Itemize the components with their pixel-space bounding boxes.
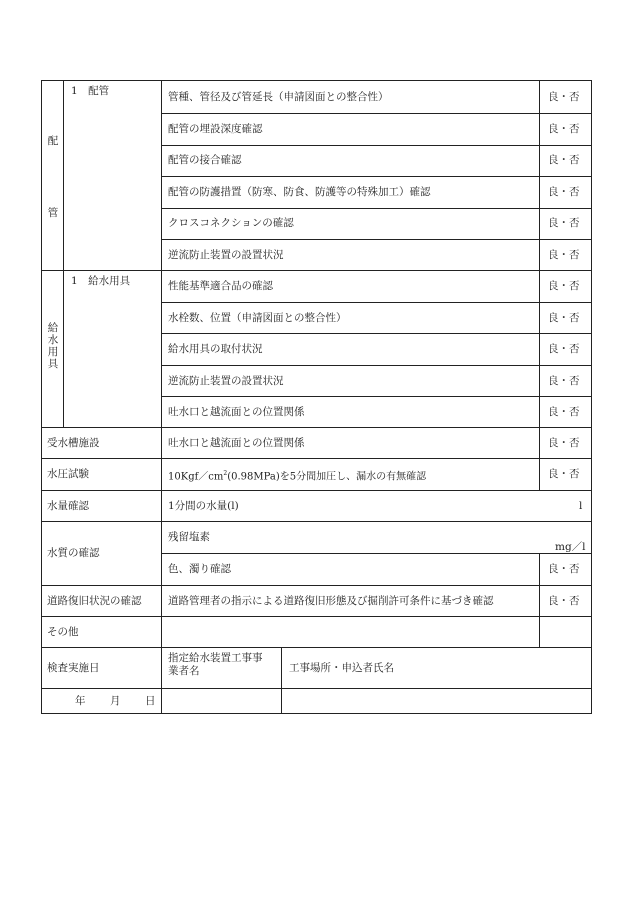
pressure-result: 良・否	[548, 468, 580, 480]
fixtures-item-text: 性能基準適合品の確認	[168, 280, 273, 292]
pipe-item-text: 配管の防護措置（防寒、防食、防護等の特殊加工）確認	[168, 186, 431, 198]
date-year: 年	[75, 695, 86, 707]
pipe-item-result: 良・否	[548, 91, 580, 103]
inspection-date-label: 検査実施日	[47, 662, 100, 674]
fixtures-item-result: 良・否	[548, 375, 580, 387]
fixtures-item-text: 吐水口と越流面との位置関係	[168, 406, 305, 418]
pipe-section-label-bottom: 管	[47, 207, 59, 219]
fixtures-item-result: 良・否	[548, 312, 580, 324]
fixtures-label-char: 水	[47, 334, 59, 346]
pipe-item-result: 良・否	[548, 217, 580, 229]
fixtures-sub-label: 1 給水用具	[71, 275, 131, 287]
pipe-item-result: 良・否	[548, 186, 580, 198]
date-day: 日	[145, 695, 156, 707]
pressure-text: $10Kgf/cm^2(0.98MPa)$を5分間加圧し、漏水の有無確認	[168, 470, 427, 483]
volume-label: 水量確認	[47, 500, 89, 512]
pipe-sub-label: 1 配管	[71, 85, 110, 97]
tank-text: 吐水口と越流面との位置関係	[168, 437, 305, 449]
fixtures-item-result: 良・否	[548, 343, 580, 355]
fixtures-item-text: 水栓数、位置（申請図面との整合性）	[168, 312, 347, 324]
tank-result: 良・否	[548, 437, 580, 449]
pipe-item-text: 配管の埋設深度確認	[168, 123, 263, 135]
fixtures-label-char: 用	[47, 346, 59, 358]
date-month: 月	[110, 695, 121, 707]
pipe-item-text: 管種、管径及び管延長（申請図面との整合性）	[168, 91, 389, 103]
inspection-form	[41, 80, 592, 714]
fixtures-item-result: 良・否	[548, 406, 580, 418]
fixtures-item-text: 逆流防止装置の設置状況	[168, 375, 284, 387]
site-applicant-label: 工事場所・申込者氏名	[289, 662, 394, 674]
volume-unit: l	[579, 500, 583, 512]
road-label: 道路復旧状況の確認	[47, 595, 142, 607]
quality-label: 水質の確認	[47, 547, 100, 559]
fixtures-label-char: 具	[47, 358, 59, 370]
road-result: 良・否	[548, 595, 580, 607]
pressure-label: 水圧試験	[47, 468, 89, 480]
pipe-section-label-top: 配	[47, 135, 59, 147]
pipe-item-text: 配管の接合確認	[168, 154, 242, 166]
fixtures-label-char: 給	[47, 322, 59, 334]
road-text: 道路管理者の指示による道路復旧形態及び掘削許可条件に基づき確認	[168, 595, 494, 607]
chlorine-text: 残留塩素	[168, 531, 210, 543]
pipe-item-text: クロスコネクションの確認	[168, 217, 294, 229]
fixtures-item-text: 給水用具の取付状況	[168, 343, 263, 355]
pipe-item-text: 逆流防止装置の設置状況	[168, 249, 284, 261]
tank-label: 受水槽施設	[47, 437, 100, 449]
volume-text: 1分間の水量(l)	[168, 500, 239, 512]
chlorine-unit: mg／l	[555, 541, 586, 553]
pipe-item-result: 良・否	[548, 154, 580, 166]
color-text: 色、濁り確認	[168, 563, 231, 575]
fixtures-item-result: 良・否	[548, 280, 580, 292]
color-result: 良・否	[548, 563, 580, 575]
pipe-item-result: 良・否	[548, 123, 580, 135]
other-label: その他	[47, 626, 79, 638]
pipe-item-result: 良・否	[548, 249, 580, 261]
contractor-label: 指定給水装置工事事 業者名	[168, 652, 263, 677]
form-grid	[41, 80, 592, 714]
